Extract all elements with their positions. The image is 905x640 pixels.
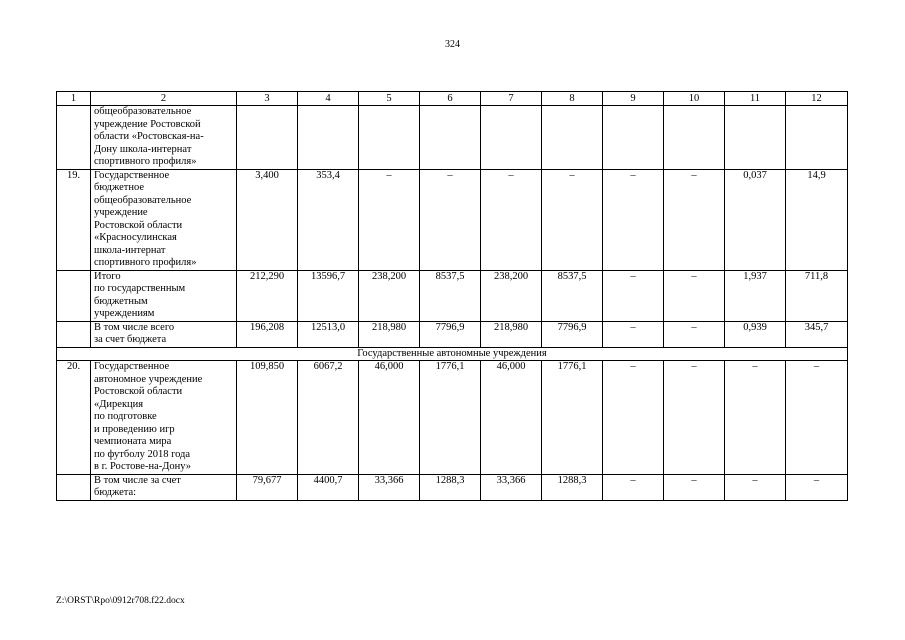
name-line: общеобразовательное [94,106,192,117]
name-line: автономное учреждение [94,373,203,385]
name-line: общеобразовательное [94,194,192,206]
value-cell: 711,8 [786,270,848,321]
value-cell: – [664,361,725,475]
row-number [57,270,91,321]
value-cell: – [786,474,848,500]
value-cell [481,106,542,170]
file-path-footer: Z:\ORST\Rpo\0912r708.f22.docx [56,596,185,606]
institution-name [91,474,237,500]
value-cell: 33,366 [359,474,420,500]
value-cell: – [664,270,725,321]
row-number [57,106,91,170]
value-cell: 196,208 [237,321,298,347]
institution-name [91,321,237,347]
name-line: и проведению игр [94,423,175,435]
name-line: по государственным [94,283,186,294]
header-cell: 10 [664,92,725,106]
name-line: области «Ростовская-на- [94,131,204,142]
name-line: по футболу 2018 года [94,448,191,460]
name-line: спортивного профиля» [94,156,197,167]
name-line: по подготовке [94,411,157,422]
name-line: Итого [94,270,121,282]
name-line: учреждениям [94,308,155,319]
value-cell [786,106,848,170]
name-line: Ростовской области [94,219,183,231]
name-line: Ростовской области [94,386,183,397]
header-cell: 2 [91,92,237,106]
header-cell: 8 [542,92,603,106]
value-cell: 46,000 [359,361,420,475]
value-cell: 1288,3 [542,474,603,500]
table-header-row [57,92,848,106]
value-cell: – [725,361,786,475]
name-line: «Дирекция [94,398,144,410]
value-cell: – [603,474,664,500]
value-cell [542,106,603,170]
row-number [57,321,91,347]
value-cell: 109,850 [237,361,298,475]
table-row [57,474,848,500]
name-line: Дону школа-интернат [94,143,192,155]
name-line: учреждение Ростовской [94,118,201,130]
value-cell: 13596,7 [298,270,359,321]
name-line: за счет бюджета [94,334,167,345]
row-number: 19. [57,169,91,270]
row-number [57,474,91,500]
header-cell: 11 [725,92,786,106]
value-cell: 1,937 [725,270,786,321]
value-cell: 1288,3 [420,474,481,500]
value-cell: 353,4 [298,169,359,270]
value-cell: – [603,169,664,270]
table-row [57,106,848,170]
value-cell: 345,7 [786,321,848,347]
value-cell: 238,200 [359,270,420,321]
value-cell: 7796,9 [542,321,603,347]
value-cell [664,106,725,170]
name-line: в г. Ростове-на-Дону» [94,461,192,472]
value-cell: – [664,169,725,270]
value-cell: – [664,321,725,347]
value-cell: 46,000 [481,361,542,475]
value-cell: 218,980 [359,321,420,347]
header-cell: 12 [786,92,848,106]
header-cell: 9 [603,92,664,106]
page-number: 324 [445,39,460,50]
name-line: школа-интернат [94,244,166,256]
institution-name [91,106,237,170]
value-cell: – [786,361,848,475]
value-cell: 1776,1 [420,361,481,475]
value-cell: 8537,5 [420,270,481,321]
value-cell: 218,980 [481,321,542,347]
value-cell: 79,677 [237,474,298,500]
value-cell: – [725,474,786,500]
table-row [57,361,848,475]
name-line: бюджетное [94,182,145,193]
value-cell: 0,939 [725,321,786,347]
value-cell: 14,9 [786,169,848,270]
section-header-row [57,347,848,361]
value-cell: – [603,321,664,347]
value-cell: – [359,169,420,270]
row-number: 20. [57,361,91,475]
institution-name [91,270,237,321]
name-line: бюджета: [94,487,137,498]
value-cell: – [481,169,542,270]
header-cell: 4 [298,92,359,106]
table-row [57,169,848,270]
header-cell: 3 [237,92,298,106]
name-line: Государственное [94,169,170,181]
name-line: чемпионата мира [94,436,172,447]
name-line: В том числе за счет [94,474,181,486]
institution-name [91,361,237,475]
value-cell: 33,366 [481,474,542,500]
header-cell: 1 [57,92,91,106]
name-line: «Красносулинская [94,232,177,243]
table-row [57,270,848,321]
value-cell [725,106,786,170]
name-line: спортивного профиля» [94,257,197,268]
value-cell: 0,037 [725,169,786,270]
value-cell [420,106,481,170]
value-cell: 212,290 [237,270,298,321]
budget-table [56,91,848,501]
value-cell: – [664,474,725,500]
value-cell: 6067,2 [298,361,359,475]
table-row [57,321,848,347]
name-line: В том числе всего [94,321,175,333]
value-cell: 8537,5 [542,270,603,321]
value-cell: 12513,0 [298,321,359,347]
value-cell: 4400,7 [298,474,359,500]
table-body [57,92,848,501]
value-cell: – [542,169,603,270]
value-cell: 3,400 [237,169,298,270]
value-cell [603,106,664,170]
header-cell: 7 [481,92,542,106]
value-cell: – [603,361,664,475]
value-cell: 238,200 [481,270,542,321]
value-cell [237,106,298,170]
header-cell: 5 [359,92,420,106]
institution-name [91,169,237,270]
value-cell: 7796,9 [420,321,481,347]
value-cell: 1776,1 [542,361,603,475]
header-cell: 6 [420,92,481,106]
value-cell [359,106,420,170]
value-cell: – [420,169,481,270]
section-title: Государственные автономные учреждения [57,347,848,361]
name-line: бюджетным [94,295,148,307]
name-line: учреждение [94,207,148,218]
name-line: Государственное [94,361,170,372]
value-cell [298,106,359,170]
value-cell: – [603,270,664,321]
